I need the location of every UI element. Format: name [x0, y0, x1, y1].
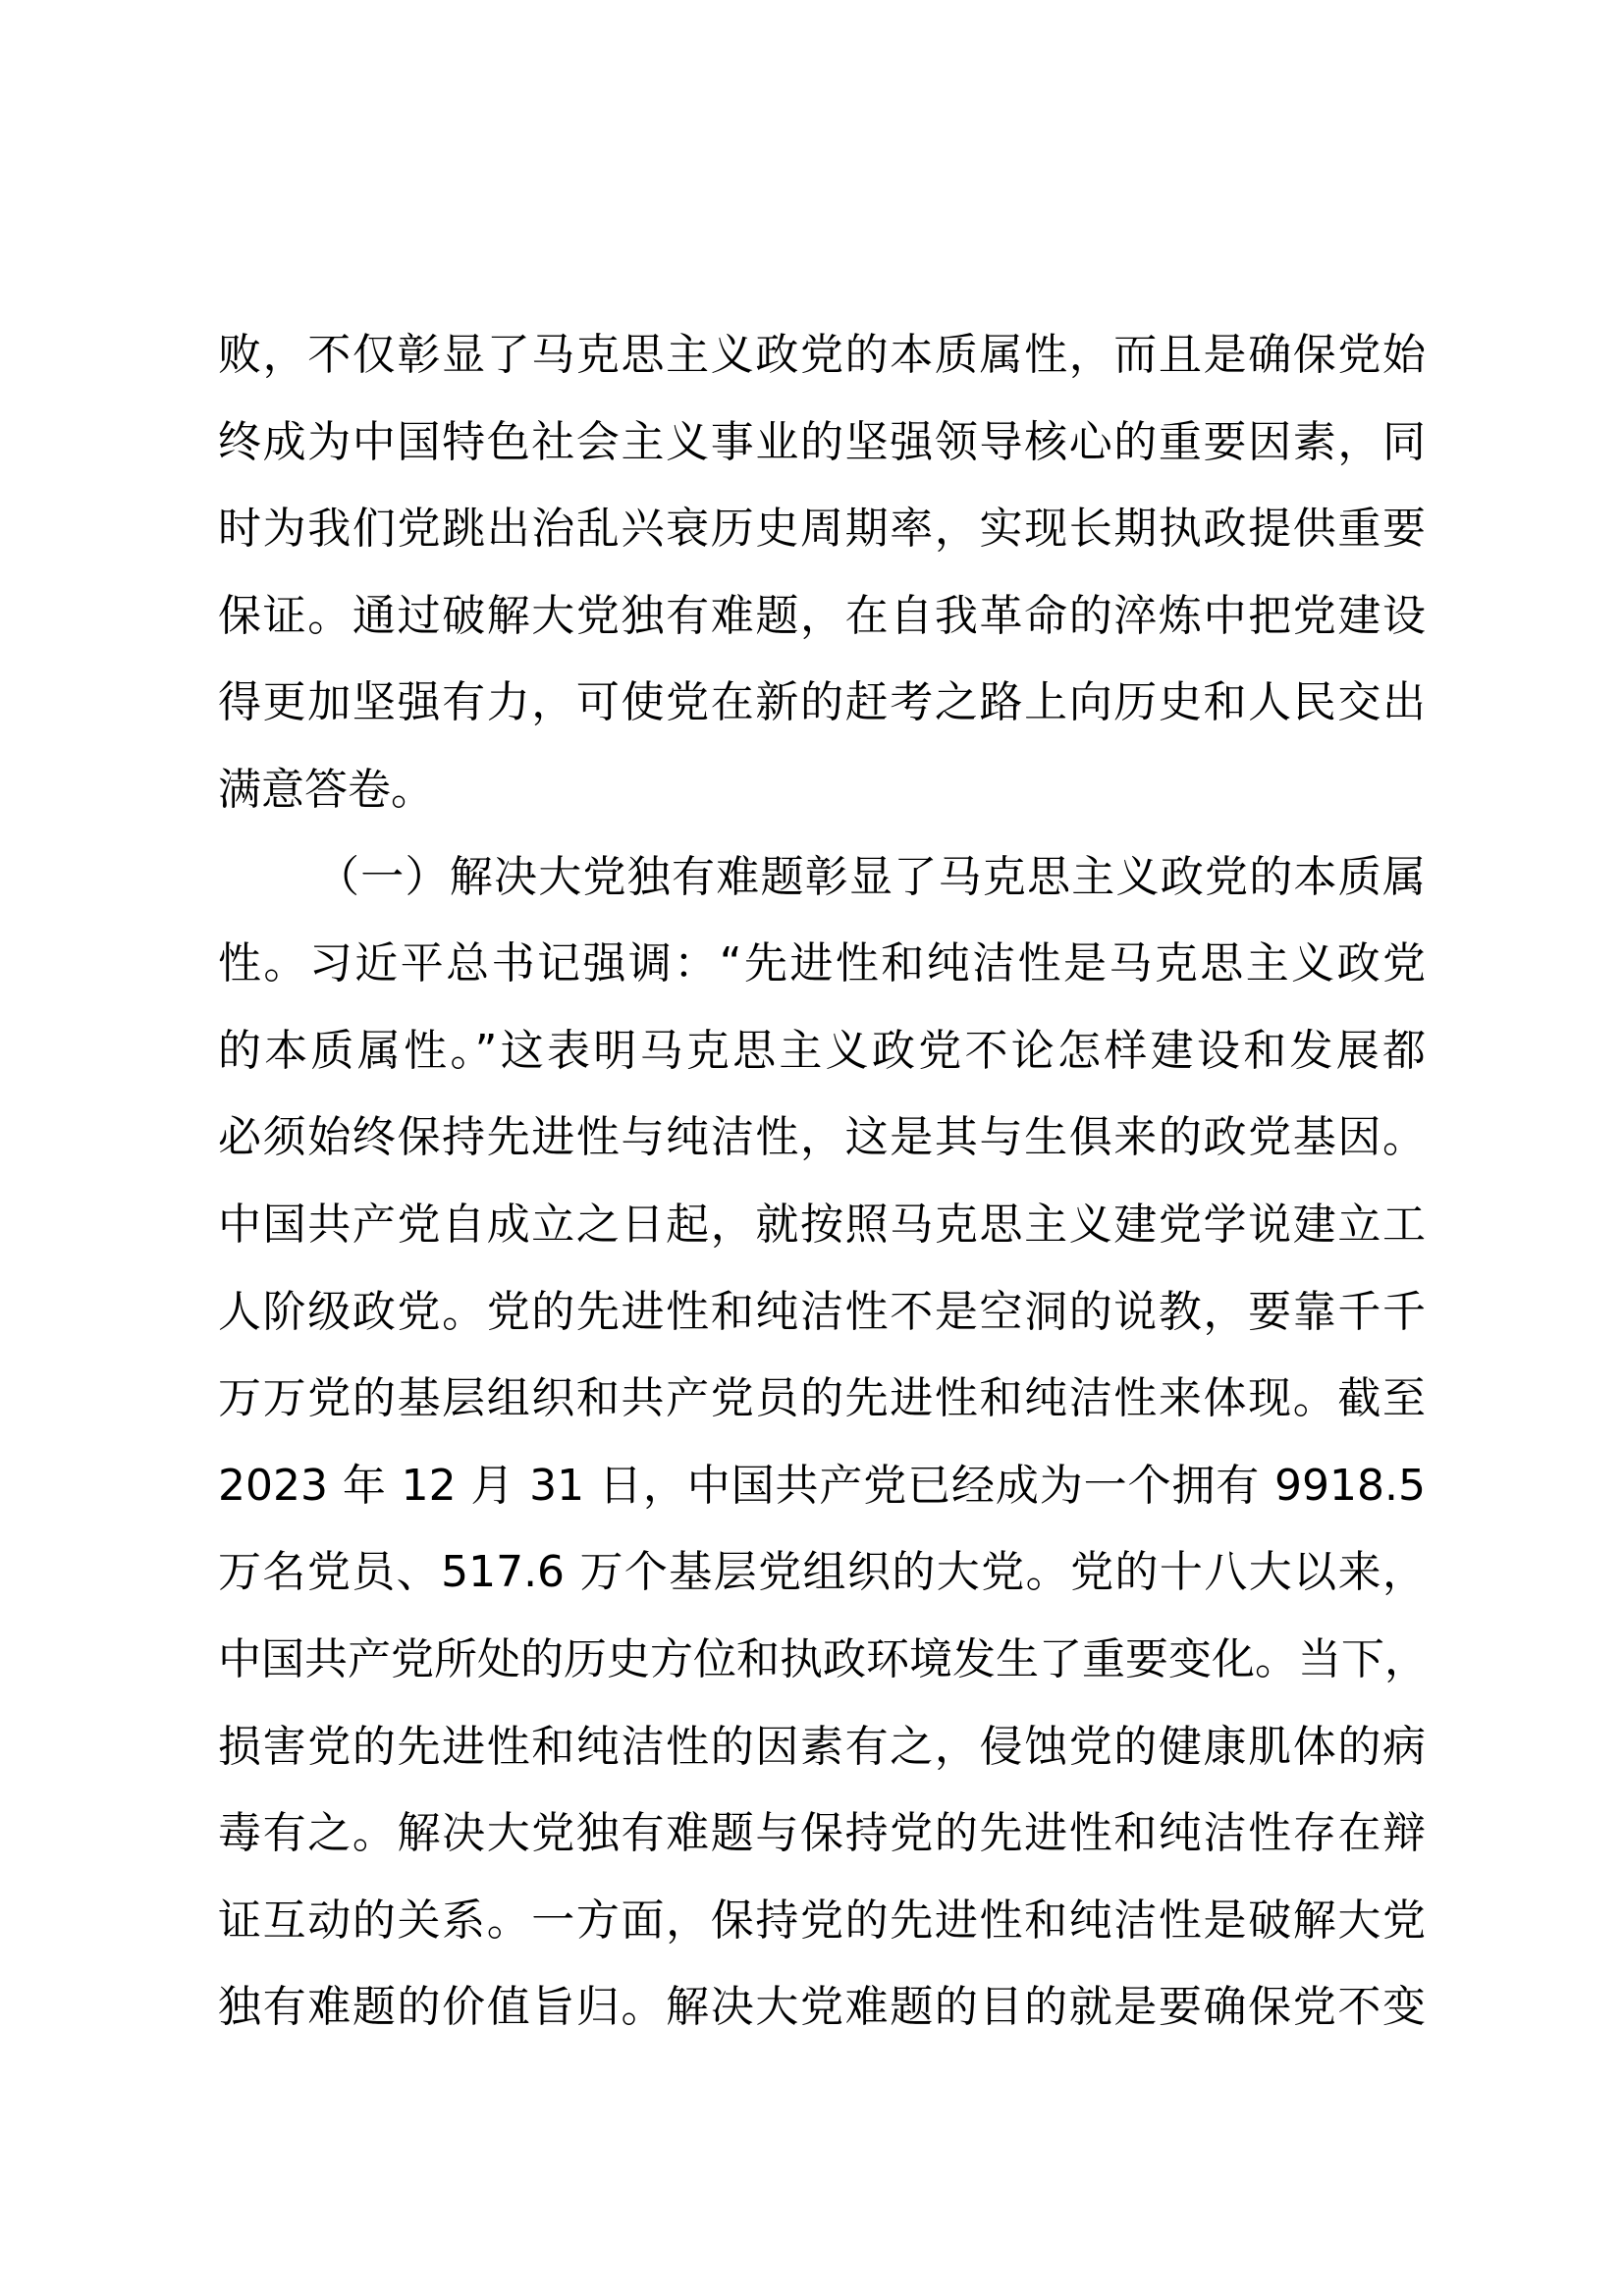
document-page	[218, 312, 1426, 2052]
text-line: 终成为中国特色社会主义事业的坚强领导核心的重要因素，同	[218, 416, 1426, 467]
text-line: 证互动的关系。一方面，保持党的先进性和纯洁性是破解大党	[218, 1895, 1426, 1946]
text-line: 败，不仅彰显了马克思主义政党的本质属性，而且是确保党始	[218, 330, 1426, 380]
text-line: 性。习近平总书记强调：“先进性和纯洁性是马克思主义政党	[218, 938, 1426, 989]
text-line: 的本质属性。”这表明马克思主义政党不论怎样建设和发展都	[218, 1025, 1426, 1076]
text-line: 中国共产党自成立之日起，就按照马克思主义建党学说建立工	[218, 1199, 1426, 1250]
text-line: 必须始终保持先进性与纯洁性，这是其与生俱来的政党基因。	[218, 1112, 1426, 1163]
text-line: 2023 年 12 月 31 日，中国共产党已经成为一个拥有 9918.5	[218, 1460, 1426, 1511]
text-line: 时为我们党跳出治乱兴衰历史周期率，实现长期执政提供重要	[218, 504, 1426, 555]
text-line: 万万党的基层组织和共产党员的先进性和纯洁性来体现。截至	[218, 1373, 1426, 1424]
text-line: 毒有之。解决大党独有难题与保持党的先进性和纯洁性存在辩	[218, 1808, 1426, 1859]
text-line: 损害党的先进性和纯洁性的因素有之，侵蚀党的健康肌体的病	[218, 1721, 1426, 1772]
paragraph-1	[218, 312, 1426, 834]
text-line: 人阶级政党。党的先进性和纯洁性不是空洞的说教，要靠千千	[218, 1286, 1426, 1337]
section-heading-line: （一）解决大党独有难题彰显了马克思主义政党的本质属	[316, 851, 1426, 902]
text-line: 万名党员、517.6 万个基层党组织的大党。党的十八大以来，	[218, 1547, 1426, 1598]
paragraph-2	[218, 834, 1426, 2052]
text-line: 满意答卷。	[218, 764, 434, 815]
text-line: 得更加坚强有力，可使党在新的赶考之路上向历史和人民交出	[218, 677, 1426, 728]
text-line: 独有难题的价值旨归。解决大党难题的目的就是要确保党不变	[218, 1982, 1426, 2033]
text-line: 中国共产党所处的历史方位和执政环境发生了重要变化。当下，	[218, 1633, 1428, 1684]
text-line: 保证。通过破解大党独有难题，在自我革命的淬炼中把党建设	[218, 590, 1426, 641]
